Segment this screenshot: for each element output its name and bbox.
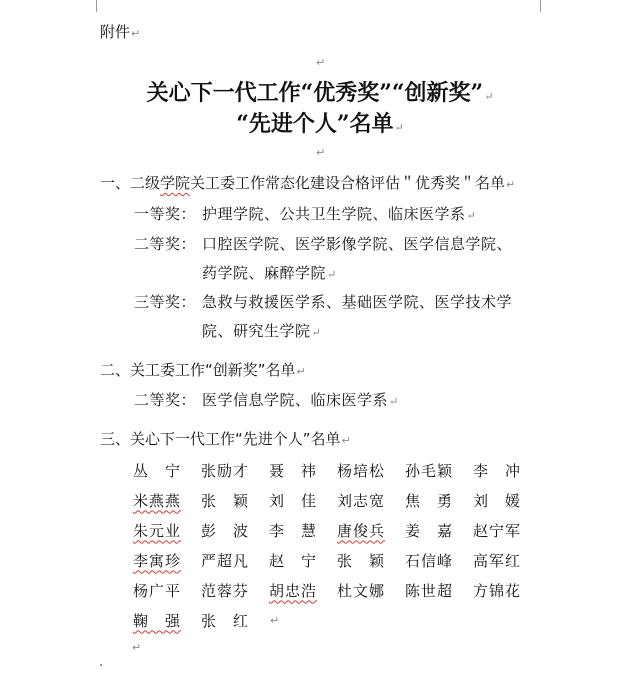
paragraph-mark: ↵ — [296, 365, 306, 378]
paragraph-mark: ↵ — [270, 613, 280, 627]
person-name: 刘 佳 — [269, 491, 318, 510]
heading-text: 关工委工作常态化建设合格评估＂优秀奖＂名单 — [190, 174, 506, 192]
paragraph-mark: ↵ — [131, 27, 141, 40]
paragraph-mark: ↵ — [327, 268, 337, 281]
section-1-heading — [100, 172, 515, 193]
names-row — [133, 455, 541, 485]
section-1-second-prize-continued — [202, 262, 337, 283]
person-name: 石信峰 — [405, 551, 454, 570]
crop-mark-top-right — [540, 0, 555, 12]
prize-value: 急救与救援医学系、基础医学院、医学技术学 — [202, 293, 513, 311]
title-text: “先进个人”名单 — [236, 111, 394, 137]
heading-text: 一、二级 — [100, 174, 161, 192]
document-title-line-1 — [60, 76, 580, 107]
person-name: 聂 祎 — [269, 461, 318, 480]
paragraph-mark: ↵ — [389, 395, 399, 408]
section-1-third-prize-continued — [202, 320, 321, 341]
person-name: 李 冲 — [473, 461, 522, 480]
section-3-heading — [100, 428, 351, 449]
paragraph-mark: ↵ — [311, 326, 322, 339]
attachment-label — [100, 21, 140, 42]
section-2-heading — [100, 359, 306, 380]
person-name: 杜文娜 — [337, 581, 386, 600]
attachment-text: 附件 — [100, 23, 131, 41]
person-name: 方锦花 — [473, 581, 522, 600]
page-corner-dot — [100, 664, 102, 666]
person-name: 胡忠浩 — [269, 581, 318, 600]
names-row — [133, 575, 541, 605]
person-name: 张 颖 — [337, 551, 386, 570]
title-text: 关心下一代工作“优秀奖”“创新奖” — [146, 80, 484, 106]
person-name: 赵 宁 — [269, 551, 318, 570]
section-1-third-prize — [134, 291, 512, 312]
person-name: 高军红 — [473, 551, 522, 570]
person-name: 唐俊兵 — [337, 521, 386, 540]
person-name: 李寓珍 — [133, 551, 182, 570]
person-name: 刘志宽 — [337, 491, 386, 510]
prize-value: 护理学院、公共卫生学院、临床医学系 — [202, 205, 466, 223]
paragraph-mark: ↵ — [341, 434, 351, 447]
heading-text: 二、关工委工作“创新奖”名单 — [100, 361, 296, 379]
person-name: 刘 媛 — [473, 491, 522, 510]
person-name: 杨广平 — [133, 581, 182, 600]
heading-text: 三、关心下一代工作“先进个人”名单 — [100, 430, 341, 448]
paragraph-mark: ↵ — [466, 209, 477, 222]
prize-value: 院、研究生学院 — [202, 322, 311, 340]
names-row — [133, 605, 541, 635]
paragraph-mark: ↵ — [316, 146, 326, 159]
spellcheck-word: 学院 — [160, 174, 191, 192]
person-name: 鞠 强 — [133, 611, 182, 630]
person-name: 严超凡 — [201, 551, 250, 570]
person-name: 李 慧 — [269, 521, 318, 540]
person-name: 姜 嘉 — [405, 521, 454, 540]
person-name: 焦 勇 — [405, 491, 454, 510]
person-name: 张励才 — [201, 461, 250, 480]
prize-label: 三等奖： — [134, 293, 197, 311]
section-1-second-prize — [134, 233, 512, 254]
prize-label: 二等奖： — [134, 235, 197, 253]
names-row — [133, 545, 541, 575]
document-title-line-2 — [60, 107, 580, 138]
prize-value: 药学院、麻醉学院 — [202, 264, 327, 282]
person-name: 范蓉芬 — [201, 581, 250, 600]
names-row — [133, 515, 541, 545]
paragraph-mark: ↵ — [484, 90, 494, 103]
names-row — [133, 485, 541, 515]
person-name: 陈世超 — [405, 581, 454, 600]
person-name: 赵宁军 — [473, 521, 522, 540]
advanced-individuals-list — [133, 455, 541, 635]
prize-label: 二等奖： — [134, 391, 197, 409]
person-name: 丛 宁 — [133, 461, 182, 480]
prize-label: 一等奖： — [134, 205, 197, 223]
person-name: 张 颖 — [201, 491, 250, 510]
prize-value: 口腔医学院、医学影像学院、医学信息学院、 — [202, 235, 513, 253]
paragraph-mark: ↵ — [506, 178, 516, 191]
section-1-first-prize — [134, 203, 476, 224]
person-name: 张 红 — [201, 611, 250, 630]
paragraph-mark: ↵ — [394, 121, 404, 134]
person-name: 米燕燕 — [133, 491, 182, 510]
section-2-second-prize — [134, 389, 399, 410]
prize-value: 医学信息学院、临床医学系 — [202, 391, 389, 409]
person-name: 彭 波 — [201, 521, 250, 540]
person-name: 孙毛颖 — [405, 461, 454, 480]
person-name: 杨培松 — [337, 461, 386, 480]
paragraph-mark: ↵ — [132, 641, 142, 654]
person-name: 朱元业 — [133, 521, 182, 540]
paragraph-mark: ↵ — [316, 56, 326, 69]
crop-mark-top-left — [82, 0, 97, 12]
